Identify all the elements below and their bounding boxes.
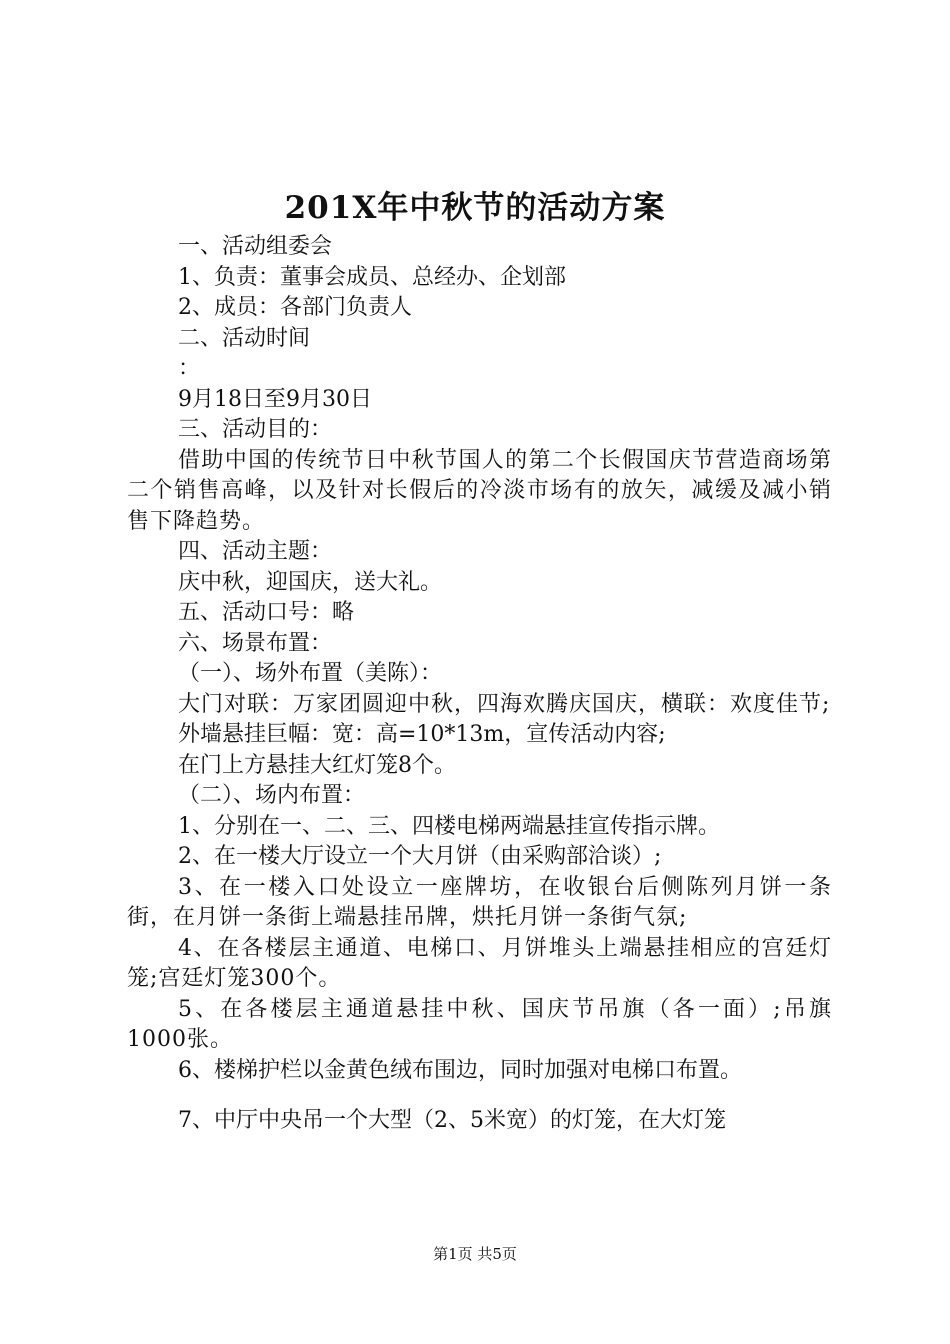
body-paragraph: 借助中国的传统节日中秋节国人的第二个长假国庆节营造商场第二个销售高峰，以及针对长假后的冷淡市场有的放矢，减缓及减小销售下降趋势。 bbox=[127, 447, 832, 534]
body-line: 6、楼梯护栏以金黄色绒布围边，同时加强对电梯口布置。 bbox=[178, 1057, 742, 1083]
body-line: 庆中秋，迎国庆，送大礼。 bbox=[178, 569, 443, 595]
body-paragraph: 3、在一楼入口处设立一座牌坊，在收银台后侧陈列月饼一条街，在月饼一条街上端悬挂吊牌，烘托月饼一条街气氛; bbox=[127, 874, 832, 930]
document-title: 201X年中秋节的活动方案 bbox=[284, 190, 666, 226]
subsection-heading: （一）、场外布置（美陈）： bbox=[178, 661, 443, 686]
body-line: 7、中厅中央吊一个大型（2、5米宽）的灯笼，在大灯笼 bbox=[178, 1108, 726, 1133]
body-line: 1、负责：董事会成员、总经办、企划部 bbox=[178, 264, 566, 290]
subsection-heading: （二）、场内布置： bbox=[178, 783, 366, 808]
body-paragraph: 大门对联：万家团圆迎中秋，四海欢腾庆国庆，横联：欢度佳节; bbox=[178, 691, 831, 717]
body-line: 2、在一楼大厅设立一个大月饼（由采购部洽谈）; bbox=[178, 844, 662, 869]
section-heading: 五、活动口号：略 bbox=[178, 600, 355, 625]
section-heading: 三、活动目的： bbox=[178, 417, 333, 442]
body-line: 外墙悬挂巨幅：宽：高=10*13m，宣传活动内容; bbox=[178, 722, 666, 747]
section-heading: 二、活动时间 bbox=[178, 325, 311, 351]
body-paragraph: 4、在各楼层主通道、电梯口、月饼堆头上端悬挂相应的宫廷灯笼;宫廷灯笼300个。 bbox=[127, 935, 832, 991]
section-heading: 六、场景布置： bbox=[178, 630, 333, 656]
body-line: 1、分别在一、二、三、四楼电梯两端悬挂宣传指示牌。 bbox=[178, 813, 720, 839]
body-paragraph: 5、在各楼层主通道悬挂中秋、国庆节吊旗（各一面）;吊旗1000张。 bbox=[127, 996, 832, 1052]
section-heading: 一、活动组委会 bbox=[178, 234, 333, 259]
body-line: 9月18日至9月30日 bbox=[178, 386, 372, 412]
section-heading: 四、活动主题： bbox=[178, 539, 333, 564]
document-body bbox=[127, 232, 832, 1137]
paragraph-gap bbox=[127, 1086, 832, 1106]
body-line: ： bbox=[178, 356, 201, 381]
body-line: 在门上方悬挂大红灯笼8个。 bbox=[178, 752, 456, 778]
page-footer: 第1页 共5页 bbox=[433, 1245, 517, 1263]
body-line: 2、成员：各部门负责人 bbox=[178, 295, 412, 320]
